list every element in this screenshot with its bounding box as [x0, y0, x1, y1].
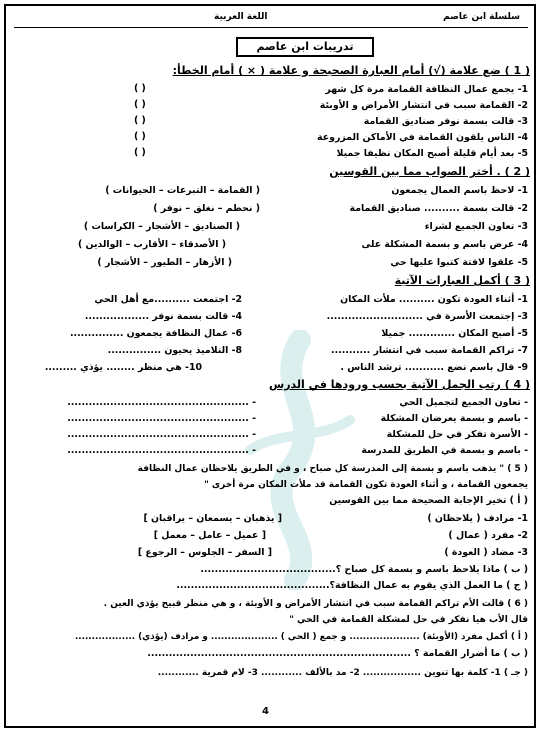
q2-title: ( 2 ) . أختر الصواب مما بين القوسين [329, 165, 530, 178]
q3-item-6: 6- عمال النظافة يجمعون ............... [69, 328, 242, 339]
q4-item-4: - باسم و بسمة في الطريق للمدرسة [361, 445, 528, 456]
q6-passage-line-1: ( 6 ) قالت الأم تراكم القمامة سبب في انتشار الأمراض و الأوبئة ، و هي منظر قبيح يؤذي العين . [103, 599, 528, 609]
worksheet-title: تدريبات ابن عاصم [236, 37, 374, 57]
q4-answer-line[interactable]: - ................................................... [67, 429, 256, 440]
answer-blank[interactable]: ( ) [134, 115, 146, 126]
q1-item-4: 4- الناس يلقون القمامة في الأماكن المزروعة [317, 132, 528, 143]
q3-item-9: 9- قال باسم نضع ........... ترشد الناس . [340, 362, 528, 373]
q2-item-2: 2- قالت بسمة .......... صناديق القمامة [349, 203, 528, 214]
q3-title: ( 3 ) أكمل العبارات الآتية [394, 274, 530, 287]
q5-passage-line-1: ( 5 ) " يذهب باسم و بسمة إلى المدرسة كل صباح ، و في الطريق يلاحظان عمال النظافة [137, 464, 528, 474]
q1-item-5: 5- بعد أيام قليلة أصبح المكان نظيفا جميلا [336, 148, 528, 159]
q4-item-3: - الأسرة تفكر في حل للمشكلة [386, 429, 528, 440]
q2-item-4: 4- عرض باسم و بسمة المشكلة على [361, 239, 528, 250]
q5-a-choices-1: [ يذهبان – يسمعان – يراقبان ] [143, 513, 282, 524]
q3-item-7: 7- تراكم القمامة سبب في انتشار ........... [331, 345, 528, 356]
q5-a-item-3: 3- مضاد ( العودة ) [444, 547, 528, 558]
q2-choices-1: ( القمامة – التبرعات – الحيوانات ) [105, 185, 260, 196]
q1-item-3: 3- قالت بسمة نوفر صناديق القمامة [363, 116, 528, 127]
page-number: 4 [262, 706, 269, 717]
q3-item-4: 4- قالت بسمة نوفر .................. [84, 311, 242, 322]
q2-choices-3: ( الصناديق – الأشجار – الكراسات ) [83, 221, 240, 232]
q4-answer-line[interactable]: - ................................................... [67, 397, 256, 408]
answer-blank[interactable]: ( ) [134, 131, 146, 142]
q4-title: ( 4 ) رتب الجمل الآتية بحسب ورودها في الدرس [269, 378, 530, 391]
q6-b: ( ب ) ما أضرار القمامة ؟ .......................................................................... [147, 648, 528, 659]
q2-item-1: 1- لاحظ باسم العمال يجمعون [391, 185, 528, 196]
subject-name: اللغة العربية [214, 12, 268, 22]
q1-item-2: 2- القمامة سبب في انتشار الأمراض و الأوبئة [319, 100, 528, 111]
series-name: سلسلة ابن عاصم [443, 12, 520, 22]
q5-b: ( ب ) ماذا يلاحظ باسم و بسمة كل صباح ؟...................................... [200, 564, 528, 575]
q5-a-item-1: 1- مرادف ( يلاحظان ) [427, 513, 528, 524]
q3-item-10: 10- هي منظر ........ يؤذي ......... [44, 362, 202, 373]
header-divider [14, 27, 528, 28]
q4-item-1: - تعاون الجميع لتجميل الحي [399, 397, 528, 408]
q5-a-choices-2: [ عميل – عامل – معمل ] [153, 530, 266, 541]
q6-a: ( أ ) أكمل مفرد (الأوبئة) ..................... و جمع ( الحي ) .................... و مرادف (يؤذي) .................. [74, 632, 528, 642]
q2-choices-4: ( الأصدقاء – الأقارب – الوالدين ) [77, 239, 226, 250]
q6-c: ( جـ ) 1- كلمة بها تنوين ................. 2- مد بالألف ............ 3- لام قمرية ............ [157, 668, 528, 678]
q3-item-2: 2- اجتمعت ..........مع أهل الحي [94, 294, 242, 305]
q2-choices-2: ( نحطم – نغلق – نوفر ) [153, 203, 260, 214]
q6-passage-line-2: قال الأب هيا نفكر في حل لمشكلة القمامة في الحي " [289, 615, 528, 625]
q2-item-5: 5- علقوا لافتة كتبوا عليها حي [390, 257, 528, 268]
q5-c: ( ج ) ما العمل الذي يقوم به عمال النظافة؟........................................... [176, 580, 528, 591]
q4-item-2: - باسم و بسمة يعرضان المشكلة [380, 413, 528, 424]
answer-blank[interactable]: ( ) [134, 147, 146, 158]
q1-title: ( 1 ) ضع علامة (√) أمام العبارة الصحيحة و علامة ( × ) أمام الخطأ: [172, 64, 530, 77]
q3-item-3: 3- إجتمعت الأسرة في ........................... [326, 311, 528, 322]
q3-item-5: 5- أصبح المكان ............. جميلا [381, 328, 528, 339]
q3-item-1: 1- أثناء العودة تكون .......... ملأت المكان [340, 294, 528, 305]
q1-item-1: 1- يجمع عمال النظافة القمامة مرة كل شهر [325, 84, 528, 95]
q3-item-8: 8- التلاميذ يحيون ............... [107, 345, 242, 356]
q2-choices-5: ( الأزهار – الطيور – الأشجار ) [97, 257, 232, 268]
answer-blank[interactable]: ( ) [134, 99, 146, 110]
q4-answer-line[interactable]: - ................................................... [67, 413, 256, 424]
q5-passage-line-2: يجمعون القمامة ، و أثناء العودة تكون القمامة قد ملأت المكان مرة أخرى " [204, 480, 528, 490]
q2-item-3: 3- تعاون الجميع لشراء [424, 221, 528, 232]
q5-a-item-2: 2- مفرد ( عمال ) [448, 530, 528, 541]
q5-a-title: ( أ ) تخير الإجابة الصحيحة مما بين القوسين [329, 495, 528, 506]
q5-a-choices-3: [ السفر – الجلوس – الرجوع ] [137, 547, 272, 558]
answer-blank[interactable]: ( ) [134, 83, 146, 94]
q4-answer-line[interactable]: - ................................................... [67, 445, 256, 456]
